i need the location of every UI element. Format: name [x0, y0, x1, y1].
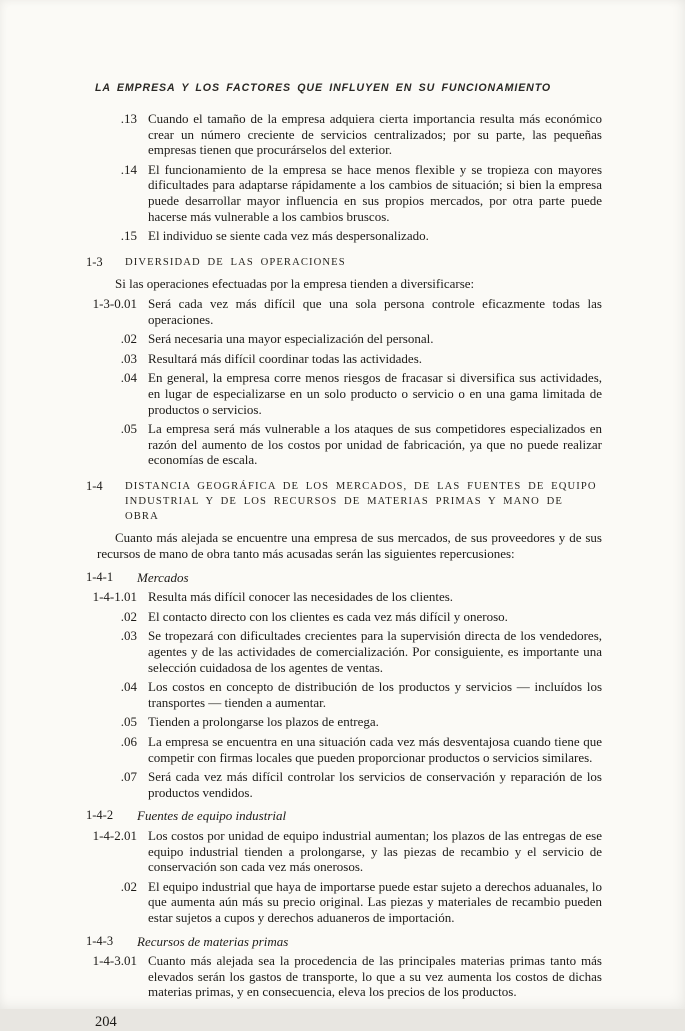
item-number: .04 [120, 679, 137, 695]
item-text: Tienden a prolongarse los plazos de entrega. [148, 714, 379, 730]
item-text: El individuo se siente cada vez más despersonalizado. [148, 228, 429, 244]
list-item [86, 589, 602, 605]
item-number: .02 [120, 878, 137, 894]
item-number: .03 [120, 628, 137, 644]
heading-title: Fuentes de equipo industrial [137, 808, 287, 824]
list-item [86, 421, 602, 468]
item-number: .07 [120, 769, 137, 785]
item-text: El funcionamiento de la empresa se hace menos flexible y se tropieza con mayores dificultades para adaptarse rápidamente a los cambios de situación; si bien la empresa puede desarrollar mayor influencia en sus propios mercados, por otra parte puede hacerse más vulnerable a los cambios bruscos. [148, 161, 602, 224]
section-heading [86, 479, 602, 525]
subsection-heading [86, 934, 602, 950]
heading-title: Mercados [137, 569, 189, 585]
section-heading [86, 255, 602, 271]
item-text: Será cada vez más difícil que una sola persona controle eficazmente todas las operaciones. [148, 295, 602, 327]
subsection-heading [86, 570, 602, 586]
item-text: Cuando el tamaño de la empresa adquiera cierta importancia resulta más económico crear un número creciente de servicios centralizados; por su parte, las pequeñas empresas tienen que procurárselos del exterior. [148, 111, 602, 158]
item-number: 1-4-3.01 [92, 953, 137, 969]
item-text: Los costos en concepto de distribución de los productos y servicios — incluídos los transportes — tienden a aumentar. [148, 679, 602, 710]
list-item [86, 828, 602, 875]
list-item [86, 628, 602, 675]
heading-title: DIVERSIDAD DE LAS OPERACIONES [125, 256, 346, 268]
item-text: Los costos por unidad de equipo industrial aumentan; los plazos de las entregas de ese equipo industrial tienden a prolongarse, y las piezas de recambio y el servicio de conservación son cada vez más onerosos. [148, 827, 602, 875]
subsection-heading [86, 808, 602, 824]
paragraph: Si las operaciones efectuadas por la empresa tienden a diversificarse: [115, 276, 475, 292]
item-text: Resulta más difícil conocer las necesidades de los clientes. [148, 589, 454, 605]
item-number: .02 [120, 608, 137, 624]
heading-number: 1-4-1 [86, 569, 114, 584]
item-text: En general, la empresa corre menos riesgos de fracasar si diversifica sus actividades, en lugar de especializarse en un solo producto o servicio o en una gama limitada de productos o servicios. [148, 370, 602, 417]
item-number: 1-3-0.01 [92, 295, 137, 311]
item-number: .14 [120, 161, 137, 177]
item-number: .15 [120, 228, 137, 244]
running-head: LA EMPRESA Y LOS FACTORES QUE INFLUYEN EN SU FUNCIONAMIENTO [95, 82, 552, 94]
item-number: 1-4-2.01 [92, 827, 137, 843]
list-item [86, 769, 602, 800]
list-item [86, 734, 602, 765]
heading-title: DISTANCIA GEOGRÁFICA DE LOS MERCADOS, DE LAS FUENTES DE EQUIPO INDUSTRIAL Y DE LOS RECURSOS DE MATERIAS PRIMAS Y MANO DE OBRA [125, 480, 597, 523]
list-item [86, 162, 602, 224]
list-item [86, 370, 602, 417]
item-number: .03 [120, 350, 137, 366]
heading-number: 1-4 [86, 478, 103, 493]
list-item [86, 609, 602, 625]
item-number: .05 [120, 714, 137, 730]
heading-number: 1-4-3 [86, 933, 114, 948]
item-text: La empresa se encuentra en una situación cada vez más desventajosa cuando tiene que competir con firmas locales que pueden proporcionar productos o servicios similares. [148, 734, 602, 765]
item-text: El equipo industrial que haya de importarse puede estar sujeto a derechos aduanales, lo que aumenta aún más su precio original. Las piezas y materiales de recambio pueden estar sujetos a cupos y derechos aduaneros de importación. [148, 878, 602, 925]
item-text: Será necesaria una mayor especialización del personal. [148, 331, 434, 347]
list-item [86, 296, 602, 327]
content-area [86, 107, 602, 1031]
item-number: .06 [120, 734, 137, 750]
list-item [86, 714, 602, 730]
item-number: .02 [120, 331, 137, 347]
list-item [86, 228, 602, 244]
item-number: 1-4-1.01 [92, 589, 137, 605]
list-item [86, 111, 602, 158]
paragraph: Cuanto más alejada se encuentre una empresa de sus mercados, de sus proveedores y de sus recursos de mano de obra tanto más acusadas serán las siguientes repercusiones: [97, 530, 602, 562]
item-text: Cuanto más alejada sea la procedencia de las principales materias primas tanto más elevados serán los gastos de transporte, lo que a su vez aumenta los costos de dichas materias primas, y en consecuencia, eleva los precios de los productos. [148, 953, 602, 1000]
item-number: .13 [120, 111, 137, 126]
item-text: Resultará más difícil coordinar todas las actividades. [148, 350, 422, 366]
item-text: El contacto directo con los clientes es cada vez más difícil y oneroso. [148, 608, 508, 624]
list-item [86, 331, 602, 347]
page-number: 204 [95, 1013, 117, 1030]
list-item [86, 679, 602, 710]
item-text: Será cada vez más difícil controlar los servicios de conservación y reparación de los productos vendidos. [148, 769, 602, 800]
list-item [86, 351, 602, 367]
list-item [86, 953, 602, 1000]
list-item [86, 879, 602, 926]
heading-title: Recursos de materias primas [137, 933, 289, 949]
item-text: La empresa será más vulnerable a los ataques de sus competidores especializados en razón del aumento de los costos por unidad de fabricación, ya que no puede realizar economías de escala. [148, 421, 602, 468]
item-text: Se tropezará con dificultades crecientes para la supervisión directa de los vendedores, agentes y de las actividades de comercialización. Por consiguiente, es importante una selección cuidadosa de los agentes de ventas. [148, 628, 602, 675]
item-number: .04 [120, 370, 137, 386]
item-number: .05 [120, 421, 137, 437]
heading-number: 1-4-2 [86, 808, 114, 823]
heading-number: 1-3 [86, 254, 103, 269]
